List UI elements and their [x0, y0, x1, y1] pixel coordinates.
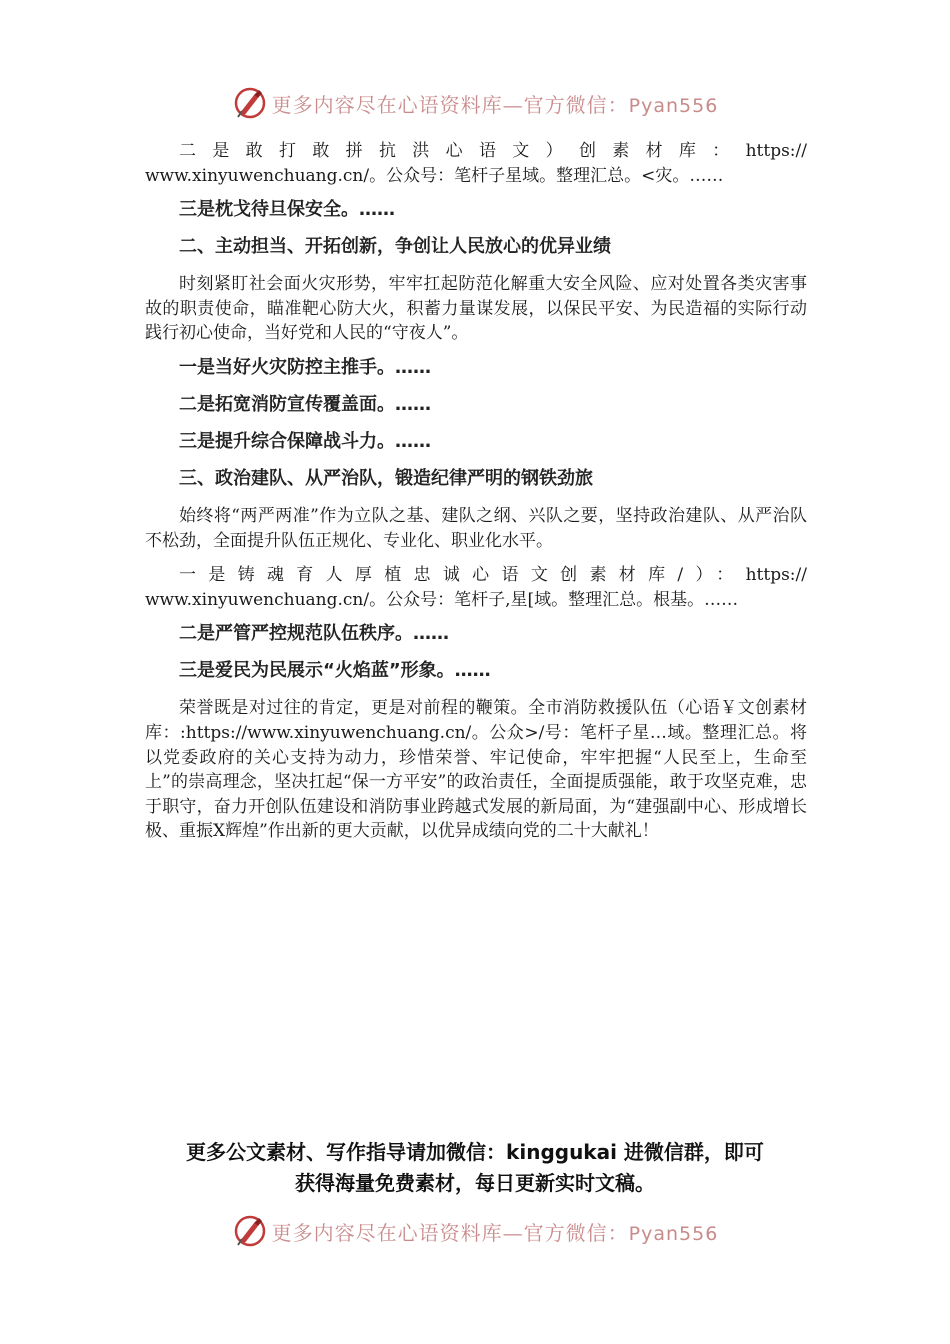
paragraph-2: 时刻紧盯社会面火灾形势，牢牢扛起防范化解重大安全风险、应对处置各类灾害事故的职责使命，瞄准靶心防大火，积蓄力量谋发展，以保民平安、为民造福的实际行动践行初心使命，当好党和人民的“守夜人”。 [145, 274, 807, 344]
footer-line-2: 获得海量免费素材，每日更新实时文稿。 [295, 1171, 655, 1195]
paragraph-4-cont: www.xinyuwenchuang.cn/。公众号：笔杆子,星[域。整理汇总。根基。…… [145, 589, 739, 610]
header-banner [0, 83, 950, 123]
paragraph-3: 始终将“两严两准”作为立队之基、建队之纲、兴队之要，坚持政治建队、从严治队不松劲，全面提升队伍正规化、专业化、职业化水平。 [145, 505, 807, 551]
heading-1: 三是枕戈待旦保安全。…… [179, 199, 395, 221]
document-body [145, 139, 807, 844]
banner-text: 更多内容尽在心语资料库—官方微信：Pyan556 [271, 1220, 719, 1245]
heading-6: 三、政治建队、从严治队，锻造纪律严明的钢铁劲旅 [179, 467, 593, 489]
heading-7: 二是严管严控规范队伍秩序。…… [179, 623, 449, 645]
banner-text: 更多内容尽在心语资料库—官方微信：Pyan556 [271, 92, 719, 117]
heading-3: 一是当好火灾防控主推手。…… [179, 356, 431, 378]
heading-2: 二、主动担当、开拓创新，争创让人民放心的优异业绩 [179, 236, 611, 258]
heading-8: 三是爱民为民展示“火焰蓝”形象。…… [179, 660, 491, 682]
pen-logo-icon [232, 1213, 268, 1249]
heading-4: 二是拓宽消防宣传覆盖面。…… [179, 393, 431, 415]
paragraph-1-cont: www.xinyuwenchuang.cn/。公众号：笔杆子星域。整理汇总。<灾。…… [145, 165, 724, 186]
pen-logo-icon [232, 85, 268, 121]
paragraph-5: 荣誉既是对过往的肯定，更是对前程的鞭策。全市消防救援队伍（心语￥文创素材库：:https://www.xinyuwenchuang.cn/。公众>/号：笔杆子星…域。整理汇总。将以党委政府的关心支持为动力，珍惜荣誉、牢记使命，牢牢把握“人民至上，生命至上”的崇高理念，坚决扛起“保一方平安”的政治责任，全面提质强能，敢于攻坚克难，忠于职守，奋力开创队伍建设和消防事业跨越式发展的新局面，为“建强副中心、形成增长极、重振Ⅹ辉煌”作出新的更大贡献，以优异成绩向党的二十大献礼！ [145, 698, 807, 842]
paragraph-4: 一是铸魂育人厚植忠诚心语文创素材库/）：https:// [179, 565, 807, 586]
footer-banner [0, 1211, 950, 1251]
footer-line-1: 更多公文素材、写作指导请加微信：kinggukai 进微信群，即可 [186, 1140, 764, 1164]
paragraph-1: 二是敢打敢拼抗洪心语文）创素材库：https:// [179, 141, 807, 161]
heading-5: 三是提升综合保障战斗力。…… [179, 430, 431, 452]
footer-note [0, 1137, 950, 1199]
